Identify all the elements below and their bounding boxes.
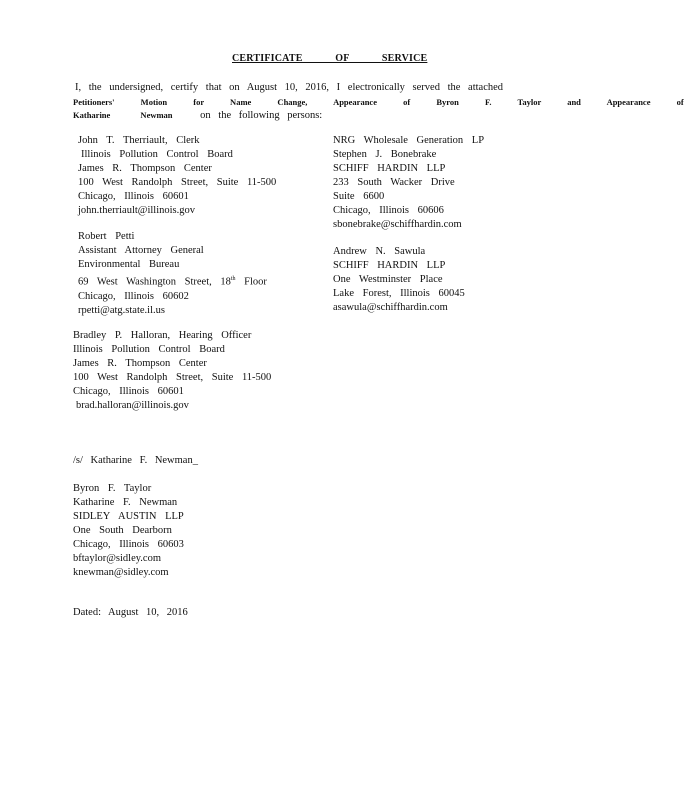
address-line: Environmental Bureau bbox=[78, 259, 180, 270]
recipient-sawula bbox=[333, 245, 465, 315]
address-line: Illinois Pollution Control Board bbox=[81, 149, 233, 160]
dated-line: Dated: August 10, 2016 bbox=[73, 607, 188, 618]
address-line: 100 West Randolph Street, Suite 11-500 bbox=[73, 372, 272, 383]
address-line: Stephen J. Bonebrake bbox=[333, 149, 437, 160]
email: john.therriault@illinois.gov bbox=[78, 205, 195, 216]
recipient-halloran bbox=[73, 329, 271, 413]
address-line: Chicago, Illinois 60602 bbox=[78, 290, 189, 302]
floor: Floor bbox=[244, 276, 267, 288]
document-title: CERTIFICATE OF SERVICE bbox=[232, 53, 428, 64]
intro-line-3-rest: on the following persons: bbox=[200, 110, 323, 121]
address-line: Andrew N. Sawula bbox=[333, 246, 426, 257]
address-line: Assistant Attorney General bbox=[78, 245, 204, 256]
recipient-therriault bbox=[78, 134, 276, 218]
address-line bbox=[78, 272, 267, 290]
address-line: John T. Therriault, Clerk bbox=[78, 135, 200, 146]
signer-line: Chicago, Illinois 60603 bbox=[73, 539, 184, 550]
address-line: 233 South Wacker Drive bbox=[333, 177, 455, 188]
address-line: Illinois Pollution Control Board bbox=[73, 344, 225, 355]
email: sbonebrake@schiffhardin.com bbox=[333, 219, 462, 230]
address-line: SCHIFF HARDIN LLP bbox=[333, 260, 446, 271]
signer-block bbox=[73, 482, 184, 580]
street: 69 West Washington Street, 18 bbox=[78, 276, 231, 288]
address-line: Robert Petti bbox=[78, 231, 135, 242]
email: brad.halloran@illinois.gov bbox=[76, 400, 189, 411]
signer-line: One South Dearborn bbox=[73, 525, 172, 536]
email: bftaylor@sidley.com bbox=[73, 553, 162, 564]
intro-line-1: I, the undersigned, certify that on August 10, 2016, I electronically served the attached bbox=[75, 82, 504, 93]
recipient-petti bbox=[78, 230, 267, 318]
address-line: Chicago, Illinois 60601 bbox=[73, 386, 184, 397]
signer-line: SIDLEY AUSTIN LLP bbox=[73, 511, 184, 522]
address-line: Lake Forest, Illinois 60045 bbox=[333, 288, 465, 299]
address-line: One Westminster Place bbox=[333, 274, 443, 285]
address-line: 100 West Randolph Street, Suite 11-500 bbox=[78, 177, 277, 188]
address-line: James R. Thompson Center bbox=[78, 163, 212, 174]
recipient-bonebrake bbox=[333, 134, 484, 232]
email: knewman@sidley.com bbox=[73, 567, 169, 578]
intro-line-2: Petitioners' Motion for Name Change, Appearance of Byron F. Taylor and Appearance of bbox=[73, 97, 684, 107]
email: rpetti@atg.state.il.us bbox=[78, 304, 165, 316]
address-line: Chicago, Illinois 60606 bbox=[333, 205, 444, 216]
address-line: SCHIFF HARDIN LLP bbox=[333, 163, 446, 174]
signature: /s/ Katharine F. Newman_ bbox=[73, 455, 198, 466]
signer-line: Katharine F. Newman bbox=[73, 497, 178, 508]
intro-line-3-name: Katharine Newman bbox=[73, 110, 173, 120]
address-line: Chicago, Illinois 60601 bbox=[78, 191, 189, 202]
address-line: Bradley P. Halloran, Hearing Officer bbox=[73, 330, 252, 341]
address-line: Suite 6600 bbox=[333, 191, 385, 202]
address-line: James R. Thompson Center bbox=[73, 358, 207, 369]
ordinal: th bbox=[230, 276, 236, 282]
address-line: NRG Wholesale Generation LP bbox=[333, 135, 485, 146]
signer-line: Byron F. Taylor bbox=[73, 483, 152, 494]
email: asawula@schiffhardin.com bbox=[333, 302, 448, 313]
